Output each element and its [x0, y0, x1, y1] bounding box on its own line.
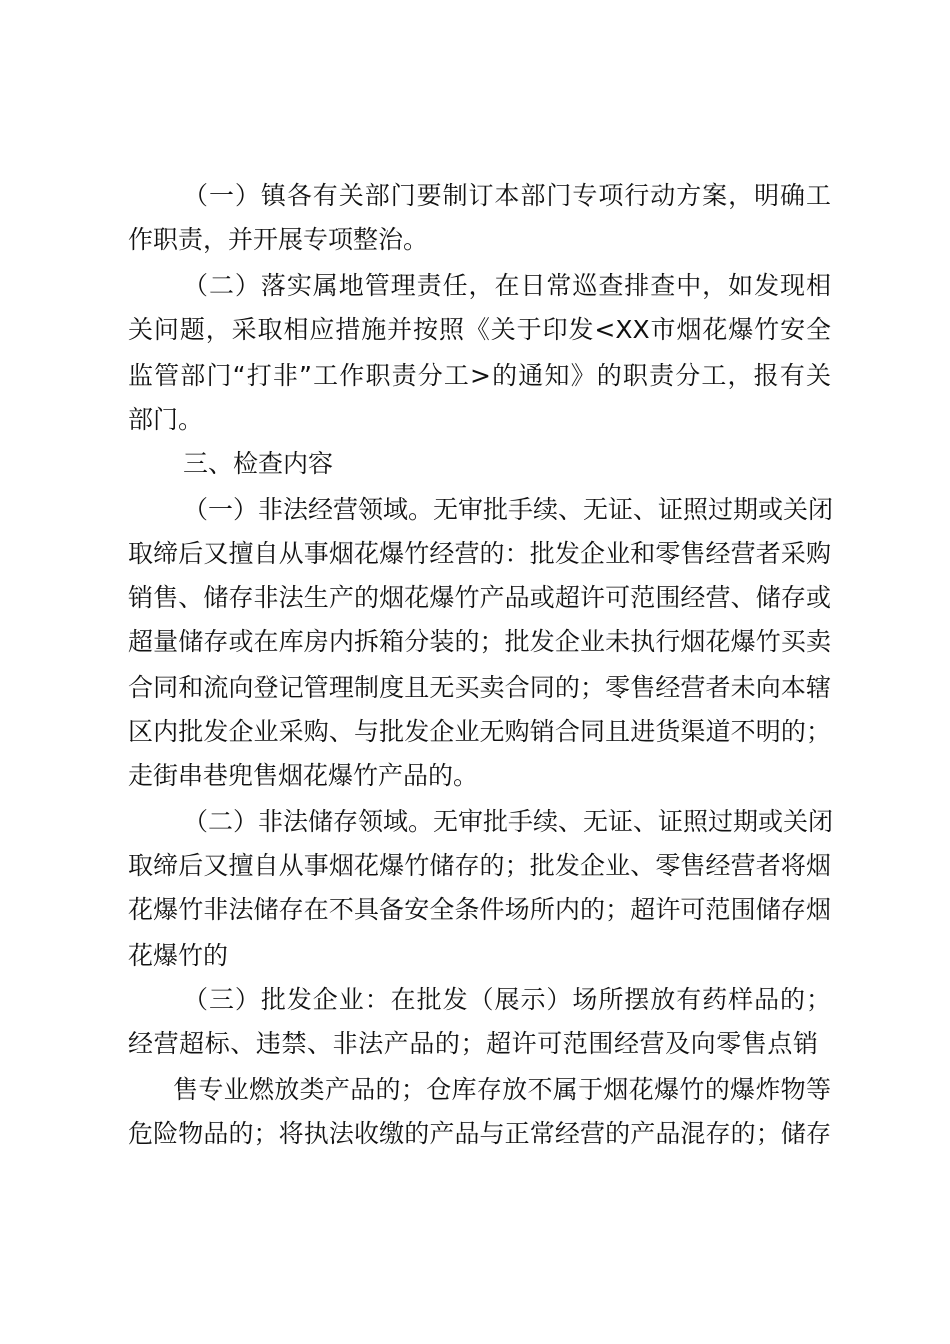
paragraph-line: （一）镇各有关部门要制订本部门专项行动方案，明确工	[183, 181, 831, 210]
paragraph-line: 合同和流向登记管理制度且无买卖合同的；零售经营者未向本辖	[128, 673, 831, 702]
paragraph-line: 取缔后又擅自从事烟花爆竹经营的：批发企业和零售经营者采购	[128, 539, 831, 568]
paragraph-line: 区内批发企业采购、与批发企业无购销合同且进货渠道不明的；	[128, 717, 831, 746]
paragraph-line: （三）批发企业：在批发（展示）场所摆放有药样品的；	[183, 985, 831, 1014]
paragraph-line: （一）非法经营领域。无审批手续、无证、证照过期或关闭	[183, 495, 834, 524]
paragraph-line: 关问题，采取相应措施并按照《关于印发<XX市烟花爆竹安全	[128, 315, 831, 344]
paragraph-line: 花爆竹非法储存在不具备安全条件场所内的；超许可范围储存烟	[128, 895, 831, 924]
paragraph-line: 花爆竹的	[128, 941, 229, 970]
paragraph-line: 取缔后又擅自从事烟花爆竹储存的；批发企业、零售经营者将烟	[128, 851, 831, 880]
paragraph-line: 危险物品的；将执法收缴的产品与正常经营的产品混存的；储存	[128, 1119, 831, 1148]
paragraph-line: （二）非法储存领域。无审批手续、无证、证照过期或关闭	[183, 807, 834, 836]
paragraph-line: 作职责，并开展专项整治。	[128, 225, 429, 254]
section-heading: 三、检查内容	[183, 449, 334, 478]
paragraph-line: 经营超标、违禁、非法产品的；超许可范围经营及向零售点销	[128, 1029, 818, 1058]
paragraph-line: （二）落实属地管理责任，在日常巡查排查中，如发现相	[183, 271, 831, 300]
paragraph-line: 销售、储存非法生产的烟花爆竹产品或超许可范围经营、储存或	[128, 583, 831, 612]
paragraph-line: 超量储存或在库房内拆箱分装的；批发企业未执行烟花爆竹买卖	[128, 627, 831, 656]
paragraph-line: 部门。	[128, 405, 204, 434]
paragraph-line: 售专业燃放类产品的；仓库存放不属于烟花爆竹的爆炸物等	[173, 1075, 831, 1104]
paragraph-line: 监管部门“打非”工作职责分工>的通知》的职责分工，报有关	[128, 361, 831, 390]
paragraph-line: 走街串巷兜售烟花爆竹产品的。	[128, 761, 479, 790]
